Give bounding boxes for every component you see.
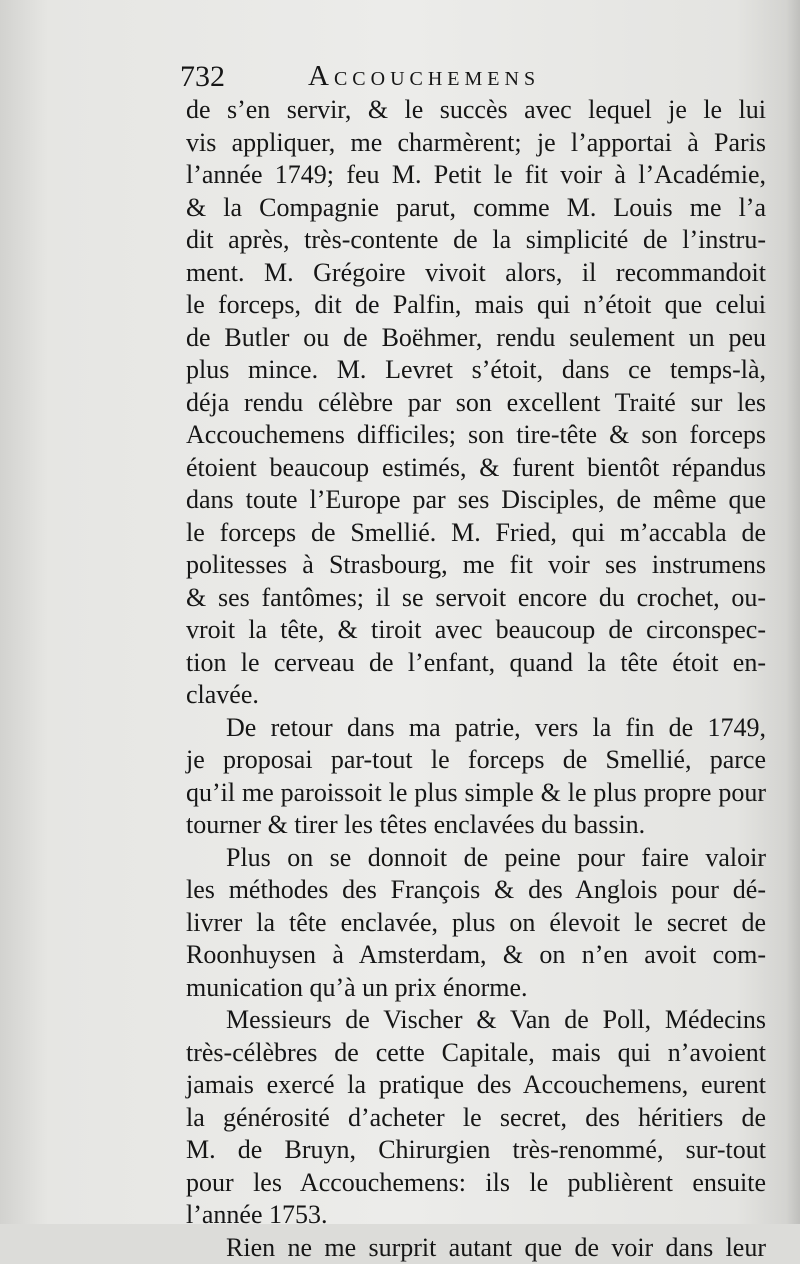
text-line: De retour dans ma patrie, vers la fin de 1749, (186, 712, 766, 745)
text-line: Accouchemens difficiles; son tire-tête & son forceps (186, 419, 766, 452)
text-line: Roonhuysen à Amsterdam, & on n’en avoit com- (186, 939, 766, 972)
text-line: Rien ne me surprit autant que de voir dans leur (186, 1232, 766, 1264)
text-line: qu’il me paroissoit le plus simple & le plus propre pour (186, 777, 766, 810)
text-line: tourner & tirer les têtes enclavées du bassin. (186, 809, 766, 842)
text-line: Messieurs de Vischer & Van de Poll, Médecins (186, 1004, 766, 1037)
text-line: plus mince. M. Levret s’étoit, dans ce temps-là, (186, 354, 766, 387)
page-number: 732 (180, 60, 225, 94)
text-line: M. de Bruyn, Chirurgien très-renommé, sur-tout (186, 1134, 766, 1167)
text-line: clavée. (186, 679, 766, 712)
text-line: Plus on se donnoit de peine pour faire valoir (186, 842, 766, 875)
text-line: déja rendu célèbre par son excellent Traité sur les (186, 387, 766, 420)
text-line: je proposai par-tout le forceps de Smellié, parce (186, 744, 766, 777)
text-line: ment. M. Grégoire vivoit alors, il recommandoit (186, 257, 766, 290)
text-line: vis appliquer, me charmèrent; je l’apportai à Paris (186, 127, 766, 160)
text-line: & la Compagnie parut, comme M. Louis me l’a (186, 192, 766, 225)
running-title: Accouchemens (308, 60, 540, 93)
text-line: dans toute l’Europe par ses Disciples, de même que (186, 484, 766, 517)
text-line: les méthodes des François & des Anglois pour dé- (186, 874, 766, 907)
page-edge-shadow (786, 0, 800, 1224)
text-line: & ses fantômes; il se servoit encore du crochet, ou- (186, 582, 766, 615)
text-line: pour les Accouchemens: ils le publièrent ensuite (186, 1167, 766, 1200)
text-line: dit après, très-contente de la simplicité de l’instru- (186, 224, 766, 257)
text-line: jamais exercé la pratique des Accouchemens, eurent (186, 1069, 766, 1102)
text-line: de Butler ou de Boëhmer, rendu seulement un peu (186, 322, 766, 355)
running-head (180, 60, 650, 98)
text-line: la générosité d’acheter le secret, des héritiers de (186, 1102, 766, 1135)
text-line: de s’en servir, & le succès avec lequel je le lui (186, 94, 766, 127)
text-line: tion le cerveau de l’enfant, quand la tête étoit en- (186, 647, 766, 680)
text-line: politesses à Strasbourg, me fit voir ses instrumens (186, 549, 766, 582)
text-line: vroit la tête, & tiroit avec beaucoup de circonspec- (186, 614, 766, 647)
text-line: très-célèbres de cette Capitale, mais qui n’avoient (186, 1037, 766, 1070)
text-line: étoient beaucoup estimés, & furent bientôt répandus (186, 452, 766, 485)
text-line: livrer la tête enclavée, plus on élevoit le secret de (186, 907, 766, 940)
text-line: munication qu’à un prix énorme. (186, 972, 766, 1005)
text-line: l’année 1749; feu M. Petit le fit voir à l’Académie, (186, 159, 766, 192)
body-text (186, 94, 766, 1264)
text-line: l’année 1753. (186, 1199, 766, 1232)
text-line: le forceps, dit de Palfin, mais qui n’étoit que celui (186, 289, 766, 322)
text-line: le forceps de Smellié. M. Fried, qui m’accabla de (186, 517, 766, 550)
